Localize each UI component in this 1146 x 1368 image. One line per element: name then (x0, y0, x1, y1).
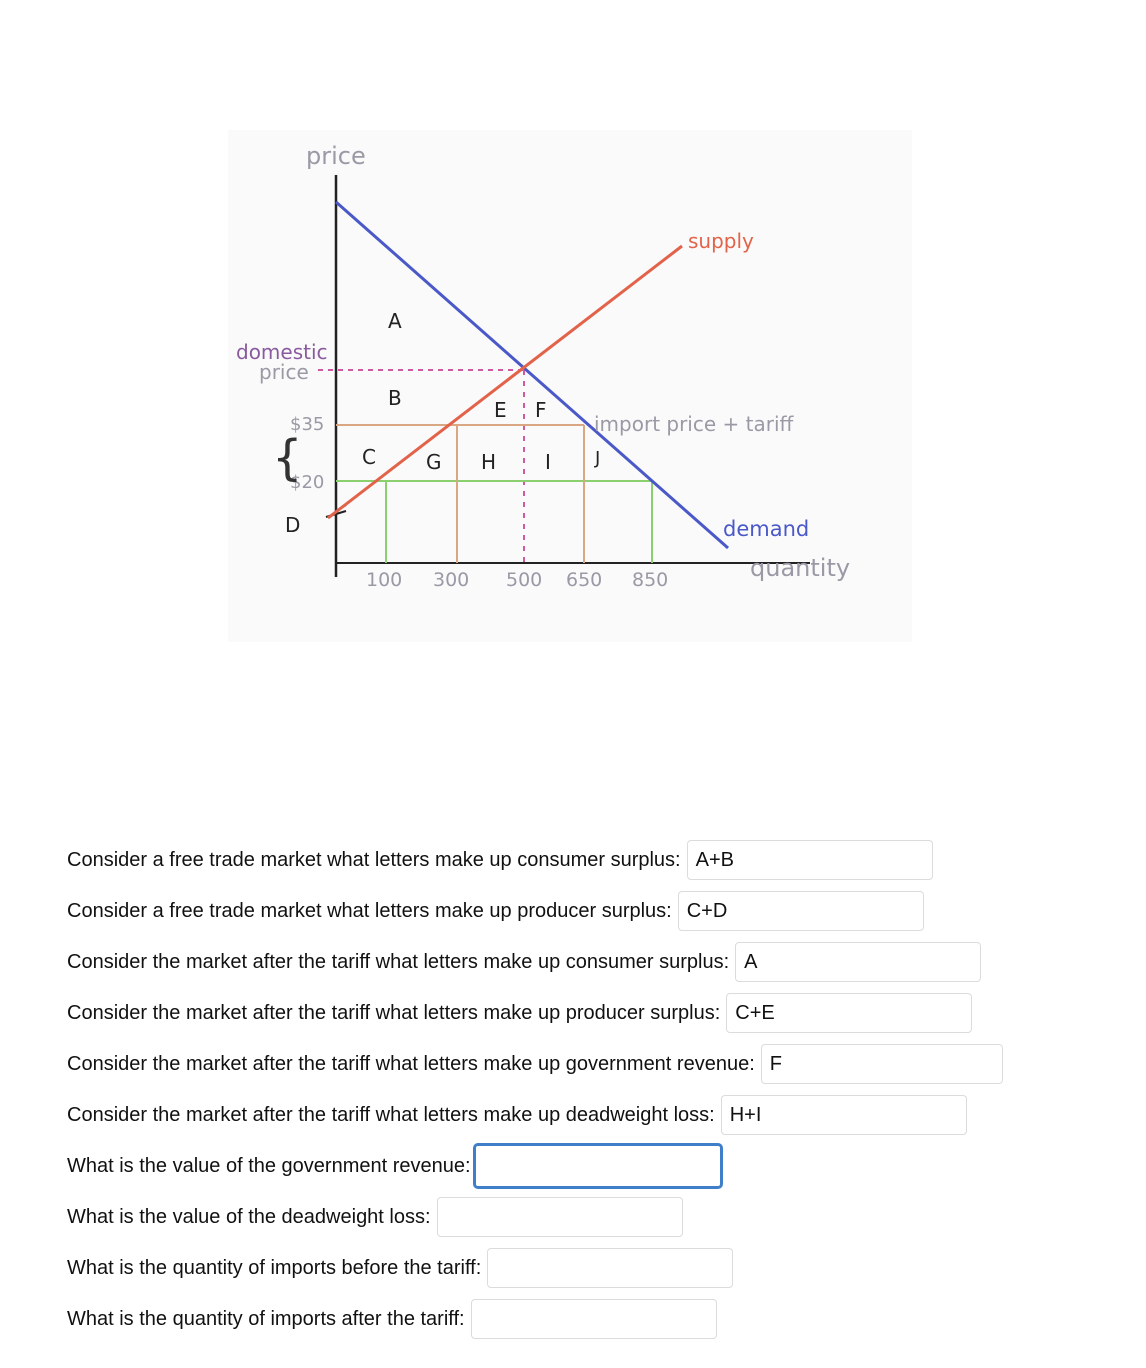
question-text: Consider the market after the tariff what letters make up consumer surplus: (67, 950, 730, 973)
price-label-35: $35 (290, 414, 325, 435)
question-text: Consider the market after the tariff what letters make up producer surplus: (67, 1001, 721, 1024)
answer-field[interactable]: F (761, 1044, 1003, 1084)
quantity-tick-100: 100 (366, 569, 403, 591)
question-row (67, 1299, 717, 1339)
quantity-tick-300: 300 (433, 569, 470, 591)
tariff-line-label: import price + tariff (594, 412, 794, 436)
imports-after-tariff-input[interactable] (471, 1299, 717, 1339)
question-row (67, 1197, 683, 1237)
question-text: Consider the market after the tariff what letters make up government revenue: (67, 1052, 755, 1075)
question-row (67, 993, 972, 1033)
quantity-tick-650: 650 (566, 569, 603, 591)
trade-diagram (228, 130, 912, 642)
supply-curve (328, 246, 682, 518)
question-text: Consider a free trade market what letters make up consumer surplus: (67, 848, 681, 871)
quantity-axis-label: quantity (750, 554, 851, 582)
region-label-j: J (595, 448, 601, 469)
question-row (67, 891, 924, 931)
question-row (67, 942, 981, 982)
government-revenue-input[interactable] (473, 1143, 723, 1189)
region-label-b: B (388, 386, 402, 410)
region-label-a: A (388, 309, 402, 333)
demand-curve (336, 202, 728, 548)
question-text: What is the value of the deadweight loss: (67, 1205, 431, 1228)
price-brace: { (272, 430, 303, 486)
price-label-20: $20 (290, 472, 325, 493)
question-text: What is the quantity of imports after the tariff: (67, 1307, 465, 1330)
question-row (67, 1044, 1003, 1084)
region-label-d: D (285, 513, 301, 537)
demand-label: demand (723, 517, 810, 541)
imports-before-tariff-input[interactable] (487, 1248, 733, 1288)
answer-field[interactable]: C+E (726, 993, 972, 1033)
deadweight-loss-input[interactable] (437, 1197, 683, 1237)
question-row (67, 1146, 723, 1186)
region-label-h: H (481, 450, 497, 474)
answer-field[interactable]: A+B (687, 840, 933, 880)
region-label-f: F (535, 398, 547, 422)
diagram-svg (228, 130, 912, 642)
region-label-c: C (362, 445, 376, 469)
question-text: What is the quantity of imports before the tariff: (67, 1256, 482, 1279)
question-text: Consider a free trade market what letters make up producer surplus: (67, 899, 672, 922)
question-row (67, 1248, 733, 1288)
question-row (67, 1095, 967, 1135)
region-label-i: I (545, 450, 551, 474)
question-text: What is the value of the government revenue: (67, 1154, 471, 1177)
answer-field[interactable]: C+D (678, 891, 924, 931)
answer-field[interactable]: A (735, 942, 981, 982)
region-label-g: G (426, 450, 442, 474)
question-row (67, 840, 933, 880)
supply-label: supply (688, 229, 754, 253)
domestic-price-label-line1: domestic (236, 340, 328, 364)
answer-field[interactable]: H+I (721, 1095, 967, 1135)
quantity-tick-500: 500 (506, 569, 543, 591)
question-text: Consider the market after the tariff what letters make up deadweight loss: (67, 1103, 715, 1126)
quantity-tick-850: 850 (632, 569, 669, 591)
domestic-price-label-line2: price (259, 360, 309, 384)
price-axis-label: price (306, 142, 366, 170)
region-label-e: E (494, 398, 507, 422)
